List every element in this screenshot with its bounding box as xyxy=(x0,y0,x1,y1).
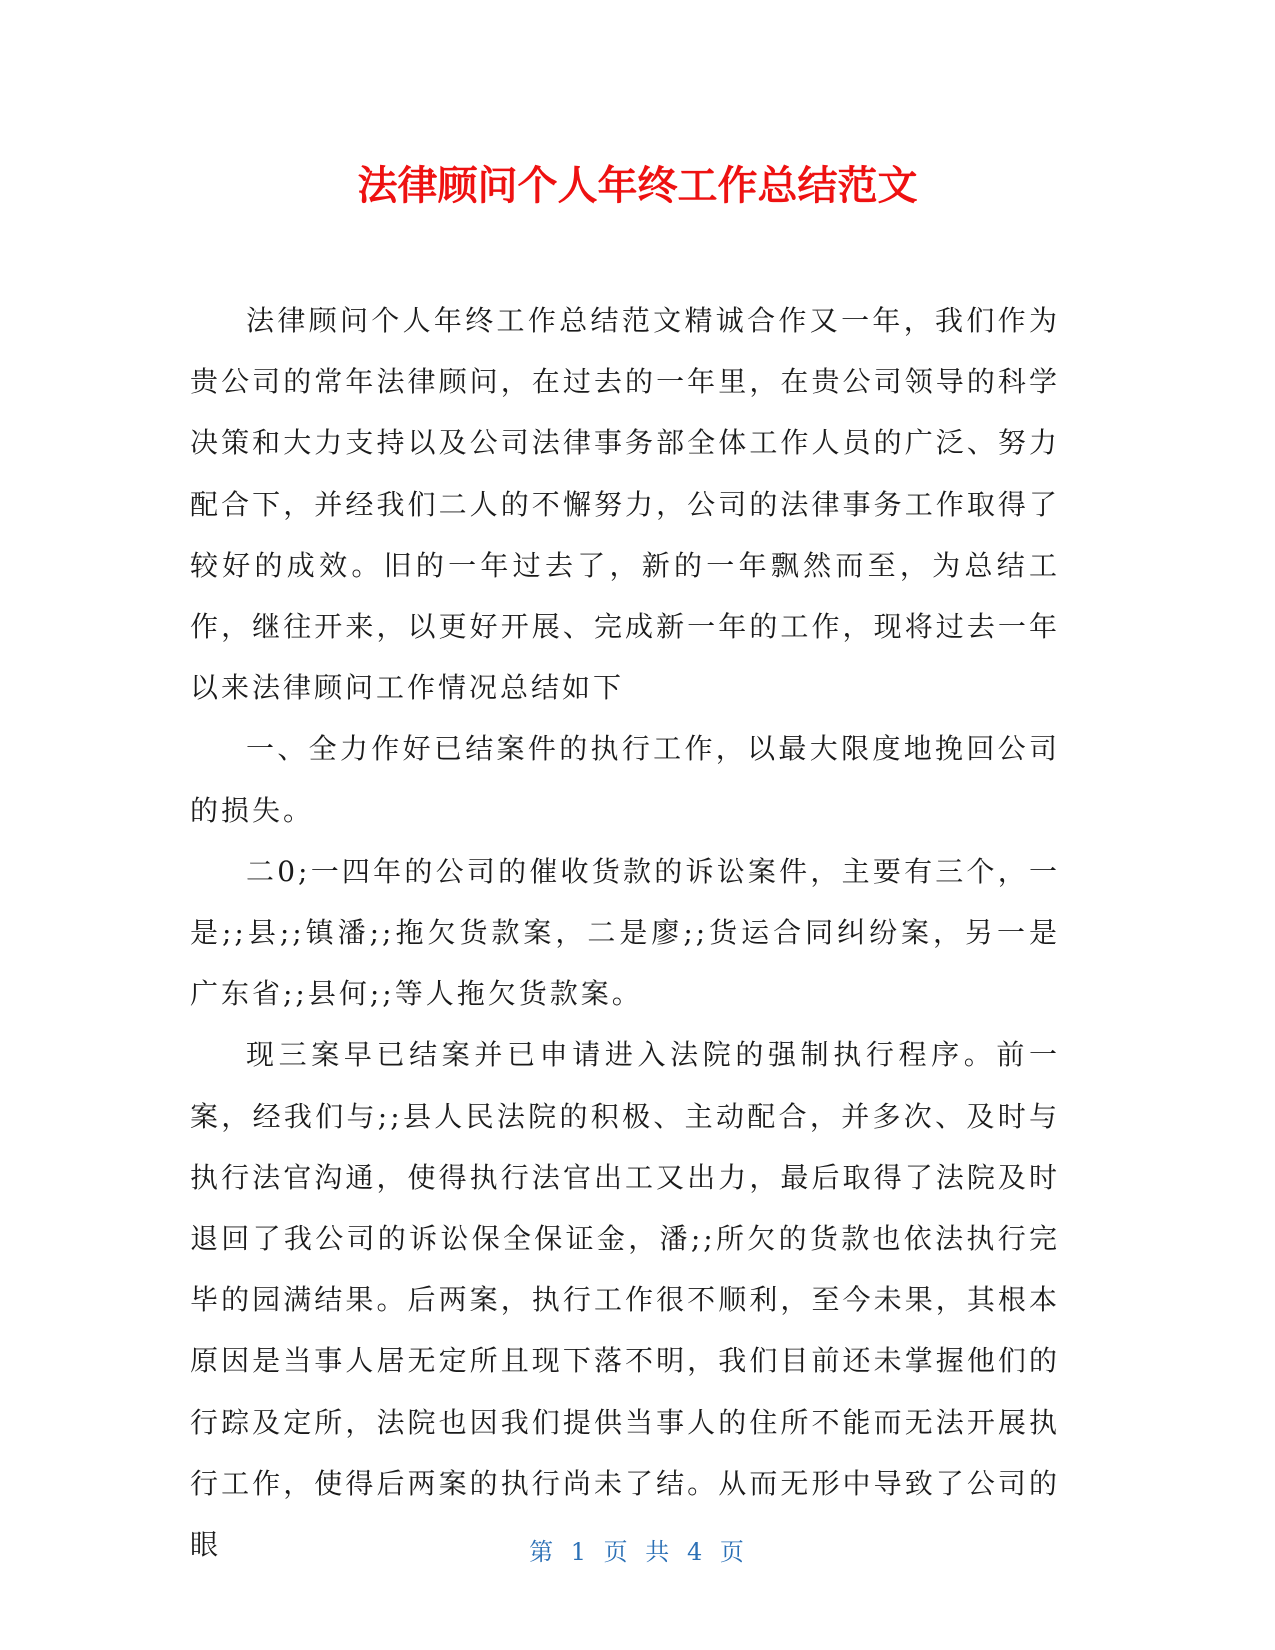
document-body xyxy=(190,290,1060,1575)
paragraph-execution: 现三案早已结案并已申请进入法院的强制执行程序。前一案，经我们与;;县人民法院的积极、主动配合，并多次、及时与执行法官沟通，使得执行法官出工又出力，最后取得了法院及时退回了我公司的诉讼保全保证金，潘;;所欠的货款也依法执行完毕的园满结果。后两案，执行工作很不顺利，至今未果，其根本原因是当事人居无定所且现下落不明，我们目前还未掌握他们的行踪及定所，法院也因我们提供当事人的住所不能而无法开展执行工作，使得后两案的执行尚未了结。从而无形中导致了公司的眼 xyxy=(190,1038,1060,1562)
paragraph-cases: 二0;一四年的公司的催收货款的诉讼案件，主要有三个，一是;;县;;镇潘;;拖欠货款案，二是廖;;货运合同纠纷案，另一是广东省;;县何;;等人拖欠货款案。 xyxy=(190,854,1060,1011)
document-title: 法律顾问个人年终工作总结范文 xyxy=(357,163,918,209)
paragraph-intro: 法律顾问个人年终工作总结范文精诚合作又一年，我们作为贵公司的常年法律顾问，在过去的一年里，在贵公司领导的科学决策和大力支持以及公司法律事务部全体工作人员的广泛、努力配合下，并经我们二人的不懈努力，公司的法律事务工作取得了较好的成效。旧的一年过去了，新的一年飘然而至，为总结工作，继往开来，以更好开展、完成新一年的工作，现将过去一年以来法律顾问工作情况总结如下 xyxy=(190,304,1060,705)
page-number-footer: 第 1 页 共 4 页 xyxy=(529,1538,746,1566)
paragraph-section-one-heading: 一、全力作好已结案件的执行工作，以最大限度地挽回公司的损失。 xyxy=(190,732,1060,827)
